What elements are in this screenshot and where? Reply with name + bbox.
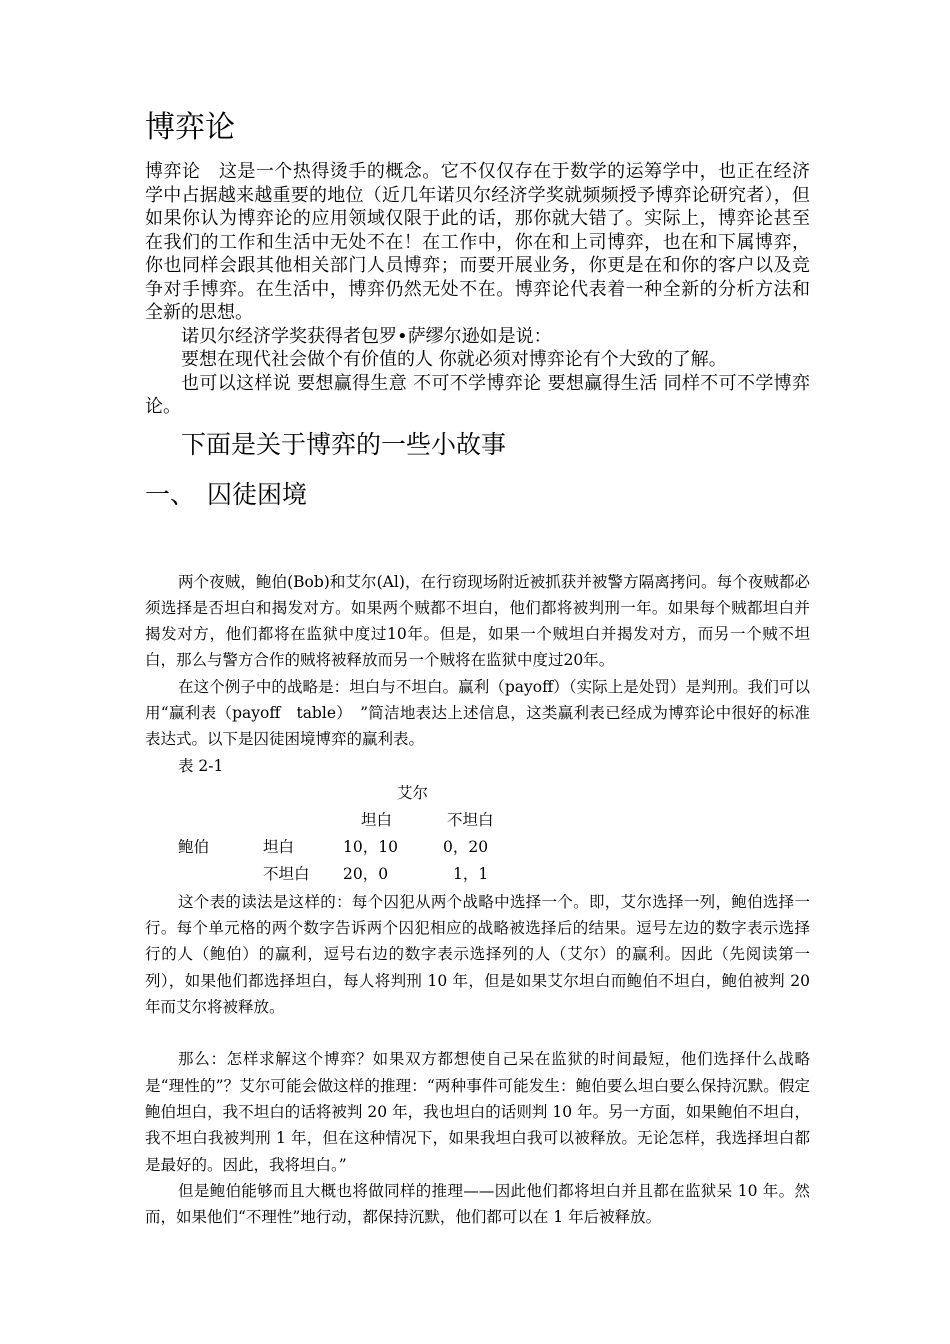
intro-paragraph: 博弈论 这是一个热得烫手的概念。它不仅仅存在于数学的运筹学中，也正在经济学中占据越来越重要的地位（近几年诺贝尔经济学奖就频频授予博弈论研究者），但如果你认为博弈论的应用领域仅限于此的话，那你就大错了。实际上，博弈论甚至在我们的工作和生活中无处不在！在工作中，你在和上司博弈，也在和下属博弈，你也同样会跟其他相关部门人员博弈；而要开展业务，你更是在和你的客户以及竞争对手博弈。在生活中，博弈仍然无处不在。博弈论代表着一种全新的分析方法和全新的思想。 <box>145 161 810 323</box>
column-header-silent: 不坦白 <box>447 810 494 829</box>
story-heading: 下面是关于博弈的一些小故事 <box>181 429 507 459</box>
row-player-label: 鲍伯 <box>178 837 210 856</box>
intro-paragraph: 也可以这样说 要想赢得生意 不可不学博弈论 要想赢得生活 同样不可不学博弈论。 <box>145 372 810 417</box>
body-paragraph: 那么：怎样求解这个博弈？如果双方都想使自己呆在监狱的时间最短，他们选择什么战略是“理性的”？艾尔可能会做这样的推理：“两种事件可能发生：鲍伯要么坦白要么保持沉默。假定鲍伯坦白，我不坦白的话将被判 20 年，我也坦白的话则判 10 年。另一方面，如果鲍伯不坦白，我不坦白我被判刑 1 年，但在这种情况下，如果我坦白我可以被释放。无论怎样，我选择坦白都是最好的。因此，我将坦白。” <box>145 1050 810 1174</box>
section-body <box>145 569 810 1231</box>
intro-section <box>145 160 810 419</box>
section-number: 一、 <box>145 479 196 509</box>
body-paragraph: 在这个例子中的战略是：坦白与不坦白。赢利（payoff）（实际上是处罚）是判刑。我们可以用“赢利表（payoff table） ”简洁地表达上述信息，这类赢利表已经成为博弈论中很好的标准表达式。以下是囚徒困境博弈的赢利表。 <box>145 677 810 749</box>
row-header-confess: 坦白 <box>263 837 295 856</box>
column-player-label: 艾尔 <box>397 783 429 802</box>
payoff-cell: 10，10 <box>343 837 398 856</box>
row-header-silent: 不坦白 <box>263 864 310 883</box>
table-label: 表 2-1 <box>178 756 224 775</box>
body-paragraph: 但是鲍伯能够而且大概也将做同样的推理——因此他们都将坦白并且都在监狱呆 10 年。然而，如果他们“不理性”地行动，都保持沉默，他们都可以在 1 年后被释放。 <box>145 1181 810 1227</box>
column-header-confess: 坦白 <box>361 810 393 829</box>
section-heading <box>145 477 810 513</box>
payoff-cell: 1，1 <box>453 864 489 883</box>
intro-paragraph: 诺贝尔经济学奖获得者包罗•萨缪尔逊如是说： <box>181 325 552 347</box>
document-page <box>145 108 810 1230</box>
body-paragraph: 两个夜贼，鲍伯(Bob)和艾尔(Al)，在行窃现场附近被抓获并被警方隔离拷问。每个夜贼都必须选择是否坦白和揭发对方。如果两个贼都不坦白，他们都将被判刑一年。如果每个贼都坦白并揭发对方，他们都将在监狱中度过10年。但是，如果一个贼坦白并揭发对方，而另一个贼不坦白，那么与警方合作的贼将被释放而另一个贼将在监狱中度过20年。 <box>145 572 810 670</box>
body-paragraph: 这个表的读法是这样的：每个囚犯从两个战略中选择一个。即，艾尔选择一列，鲍伯选择一行。每个单元格的两个数字告诉两个囚犯相应的战略被选择后的结果。逗号左边的数字表示选择行的人（鲍伯）的赢利，逗号右边的数字表示选择列的人（艾尔）的赢利。因此（先阅读第一列），如果他们都选择坦白，每人将判刑 10 年，但是如果艾尔坦白而鲍伯不坦白，鲍伯被判 20 年而艾尔将被释放。 <box>145 892 810 1017</box>
payoff-cell: 20，0 <box>343 864 389 883</box>
payoff-cell: 0，20 <box>443 837 489 856</box>
section-title: 囚徒困境 <box>207 479 308 509</box>
payoff-table <box>145 779 810 889</box>
intro-paragraph: 要想在现代社会做个有价值的人 你就必须对博弈论有个大致的了解。 <box>181 349 727 370</box>
document-title: 博弈论 <box>145 110 235 145</box>
